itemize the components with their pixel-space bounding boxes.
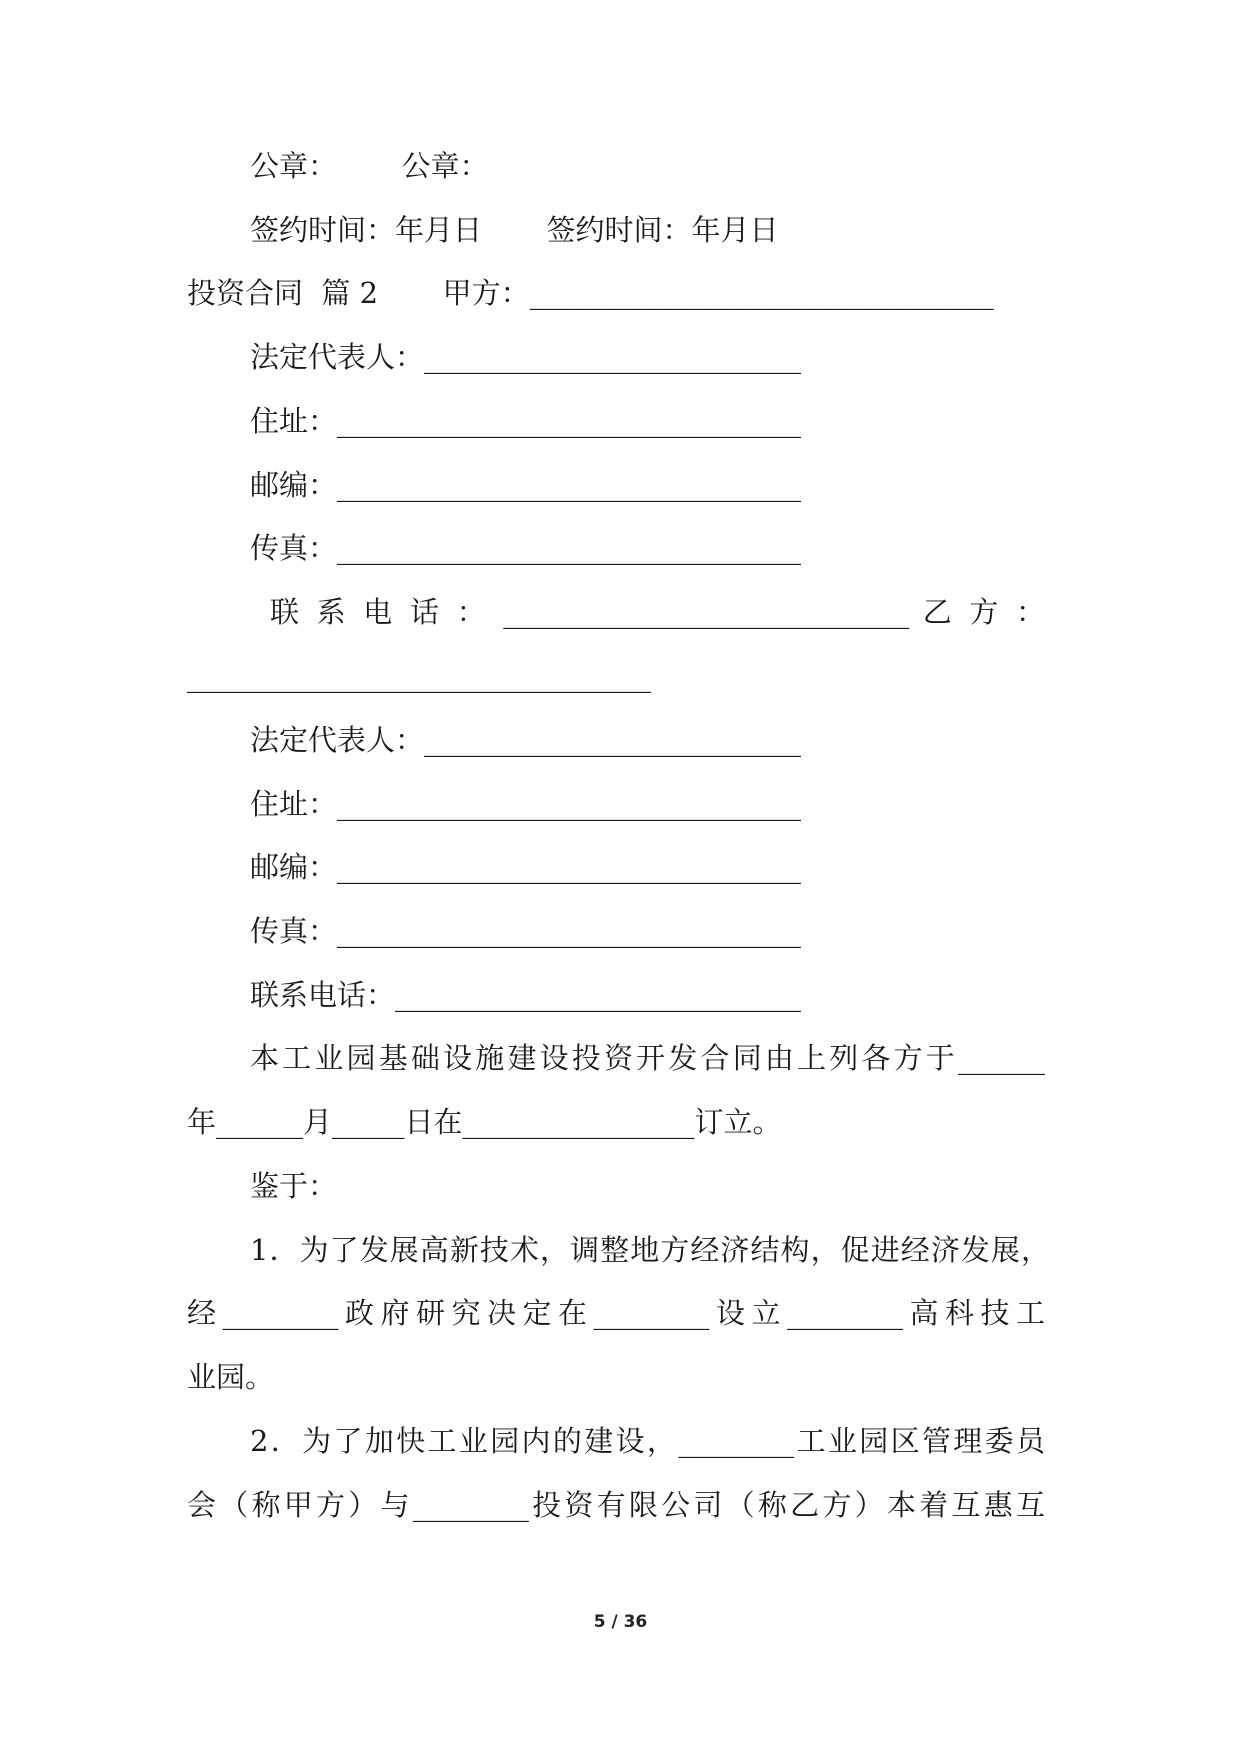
page-number: 5 / 36 (593, 1612, 648, 1632)
clause-1-line-1: 1．为了发展高新技术，调整地方经济结构，促进经济发展， (250, 1233, 1050, 1267)
signing-date-line: 签约时间：年月日 签约时间：年月日 (250, 213, 779, 247)
contract-intro-line-2: 年______月_____日在________________订立。 (187, 1105, 782, 1139)
party-a-postcode: 邮编：________________________________ (250, 468, 802, 502)
contract-intro-line-1: 本工业园基础设施建设投资开发合同由上列各方于______ (250, 1041, 1045, 1075)
contract-heading-party-a: 投资合同 篇 2 甲方：________________________________ (187, 276, 994, 310)
party-a-legal-rep: 法定代表人：__________________________ (250, 340, 802, 374)
clause-1-line-2: 经________政府研究决定在________设立________高科技工 (187, 1296, 1045, 1330)
whereas-label: 鉴于： (250, 1169, 338, 1203)
seal-line: 公章： 公章： (250, 149, 489, 183)
party-b-legal-rep: 法定代表人：__________________________ (250, 723, 802, 757)
party-b-blank: ________________________________ (187, 659, 651, 693)
party-a-address: 住址：________________________________ (250, 404, 802, 438)
clause-1-line-3: 业园。 (187, 1360, 275, 1394)
party-b-fax: 传真：________________________________ (250, 914, 802, 948)
clause-2-line-2: 会（称甲方）与________投资有限公司（称乙方）本着互惠互 (187, 1488, 1045, 1522)
clause-2-line-1: 2．为了加快工业园内的建设，________工业园区管理委员 (250, 1424, 1045, 1458)
party-b-address: 住址：________________________________ (250, 787, 802, 821)
party-b-phone: 联系电话：____________________________ (250, 978, 802, 1012)
party-b-postcode: 邮编：________________________________ (250, 850, 802, 884)
party-a-fax: 传真：________________________________ (250, 531, 802, 565)
party-a-phone-party-b: 联 系 电 话 ： ____________________________ 乙 方 ： (270, 595, 1045, 629)
